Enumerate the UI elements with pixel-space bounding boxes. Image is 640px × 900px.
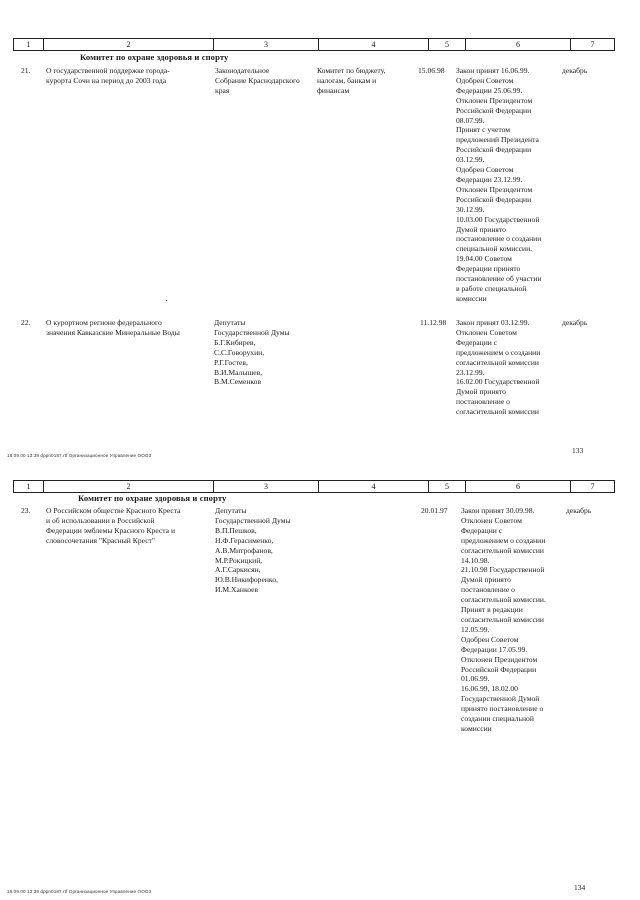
responsible-committee — [317, 66, 386, 96]
text-line: Государственной Думы — [214, 327, 290, 337]
text-line: предложений Президента — [456, 135, 539, 145]
text-line: комиссии — [456, 293, 487, 303]
text-line: Федерации 25.06.99. — [456, 85, 523, 95]
row-number: 22. — [21, 318, 31, 327]
committee-heading: Комитет по охране здоровья и спорту — [80, 52, 229, 62]
row-number: 21. — [21, 66, 31, 75]
text-line: Законодательное — [215, 66, 270, 75]
text-line: 19.04.00 Советом — [456, 254, 512, 264]
text-line: И.М.Ханкоев — [215, 585, 259, 595]
submission-date: 20.01.97 — [421, 506, 448, 515]
text-line: специальной комиссии. — [456, 244, 533, 254]
column-number: 1 — [14, 481, 44, 492]
text-line: 10.03.00 Государственной — [456, 214, 540, 224]
text-line: Принят в редакции — [461, 605, 523, 615]
column-number: 4 — [319, 481, 429, 492]
text-line: 23.12.99. — [456, 367, 485, 377]
text-line: постановление о — [456, 397, 510, 407]
text-line: В.М.Семенков — [214, 377, 262, 387]
column-number: 1 — [14, 39, 44, 50]
text-line: А.В.Митрофанов, — [215, 545, 273, 555]
text-line: Отклонен Советом — [456, 327, 517, 337]
page-number: 134 — [574, 883, 586, 892]
row-number: 23. — [21, 506, 31, 515]
text-line: значения Кавказские Минеральные Воды — [46, 327, 180, 337]
text-line: Российской Федерации — [461, 664, 537, 674]
text-line: согласительной комиссии — [461, 545, 544, 555]
text-line: Одобрен Советом — [456, 165, 514, 175]
text-line: 21.10.98 Государственной — [461, 565, 545, 575]
text-line: Депутаты — [215, 506, 247, 515]
column-number-row — [13, 38, 615, 51]
text-line: 30.12.99. — [456, 204, 485, 214]
text-line: А.Г.Саркисян, — [215, 565, 261, 575]
text-line: 08.07.99. — [456, 115, 485, 125]
planned-month: декабрь — [566, 506, 592, 515]
text-line: принято постановление о — [461, 704, 544, 714]
text-line: В.И.Малышев, — [214, 367, 263, 377]
text-line: согласительной комиссии — [456, 407, 539, 417]
text-line: постановление о создании — [456, 234, 542, 244]
text-line: Отклонен Президентом — [456, 184, 533, 194]
text-line: Отклонен Президентом — [456, 95, 533, 105]
text-line: Федерации эмблемы Красного Креста и — [46, 525, 176, 535]
bill-status — [461, 506, 546, 734]
text-line: Федерации 23.12.99. — [456, 174, 523, 184]
text-line: 16.06.99, 18.02.00 — [461, 684, 518, 694]
page-number: 133 — [572, 446, 584, 455]
text-line: Комитет по бюджету, — [317, 66, 386, 75]
text-line: В.П.Пешков, — [215, 525, 257, 535]
text-line: предложением о создании — [461, 535, 546, 545]
text-line: 03.12.99. — [456, 155, 485, 165]
text-line: 14.10.98. — [461, 555, 490, 565]
text-line: создании специальной — [461, 714, 534, 724]
text-line: Депутаты — [214, 318, 246, 327]
text-line: 16.02.00 Государственной — [456, 377, 540, 387]
text-line: Федерации с — [456, 337, 498, 347]
column-number-row — [13, 480, 615, 493]
bill-title — [46, 66, 170, 86]
text-line: 01.06.99. — [461, 674, 490, 684]
text-line: Федерации с — [461, 525, 503, 535]
text-line: постановление об участии — [456, 274, 542, 284]
text-line: в работе специальной — [456, 283, 527, 293]
column-number: 3 — [214, 39, 319, 50]
text-line: 12.05.99. — [461, 624, 490, 634]
text-line: О курортном регионе федерального — [46, 318, 162, 327]
committee-heading: Комитет по охране здоровья и спорту — [78, 493, 227, 503]
document-page-2 — [0, 450, 640, 900]
text-line: Р.Г.Гостев, — [214, 357, 248, 367]
text-line: Государственной Думы — [215, 515, 291, 525]
column-number: 3 — [214, 481, 319, 492]
text-line: налогам, банкам и — [317, 75, 377, 85]
page-footer: 18.09.00 13:39 dppn0187.rtf Организационное Управление ООО3 — [7, 889, 152, 894]
text-line: предложением о создании — [456, 347, 541, 357]
text-line: Отклонен Советом — [461, 515, 522, 525]
text-line: С.С.Говорухин, — [214, 347, 265, 357]
column-number: 4 — [319, 39, 429, 50]
bill-status — [456, 66, 541, 304]
page-footer: 18.09.00 13:39 dppn0187.rtf Организационное Управление ООО3 — [7, 453, 152, 458]
text-line: Думой принято — [456, 224, 506, 234]
column-number: 2 — [44, 39, 214, 50]
text-line: Закон принят 30.09.98. — [461, 506, 535, 515]
text-line: Федерации принято — [456, 264, 521, 274]
column-number: 6 — [466, 39, 571, 50]
text-line: Отклонен Президентом — [461, 654, 538, 664]
text-line: согласительной комиссии — [461, 614, 544, 624]
text-line: Федерации 17.05.99. — [461, 644, 528, 654]
scan-speck — [166, 300, 167, 301]
column-number: 2 — [44, 481, 214, 492]
initiator — [214, 318, 290, 387]
column-number: 7 — [590, 482, 595, 491]
text-line: Закон принят 03.12.99. — [456, 318, 530, 327]
text-line: Государственной Думой — [461, 694, 540, 704]
text-line: Думой принято — [461, 575, 511, 585]
planned-month: декабрь — [562, 66, 588, 75]
text-line: согласительной комиссии — [456, 357, 539, 367]
initiator — [215, 506, 291, 595]
column-number: 7 — [590, 40, 595, 49]
text-line: Принят с учетом — [456, 125, 511, 135]
text-line: Одобрен Советом — [456, 75, 514, 85]
text-line: и об использовании в Российской — [46, 515, 155, 525]
text-line: Российской Федерации — [456, 194, 532, 204]
column-number: 6 — [466, 481, 571, 492]
text-line: Н.Ф.Герасименко, — [215, 535, 274, 545]
initiator — [215, 66, 300, 96]
submission-date: 11.12.98 — [420, 318, 447, 327]
text-line: постановление о — [461, 585, 515, 595]
text-line: Российской Федерации — [456, 105, 532, 115]
text-line: О государственной поддержке города- — [46, 66, 170, 75]
text-line: М.Р.Рокицкий, — [215, 555, 263, 565]
text-line: Собрание Краснодарского — [215, 75, 300, 85]
text-line: края — [215, 85, 230, 95]
column-number: 5 — [429, 39, 466, 50]
text-line: курорта Сочи на период до 2003 года — [46, 75, 167, 85]
text-line: Думой принято — [456, 387, 506, 397]
text-line: О Российском обществе Красного Креста — [46, 506, 181, 515]
text-line: Российской Федерации — [456, 145, 532, 155]
text-line: комиссии — [461, 723, 492, 733]
planned-month: декабрь — [562, 318, 588, 327]
text-line: Закон принят 16.06.99. — [456, 66, 530, 75]
submission-date: 15.06.98 — [418, 66, 445, 75]
bill-title — [46, 506, 181, 546]
text-line: Одобрен Советом — [461, 634, 519, 644]
text-line: согласительной комиссии. — [461, 595, 546, 605]
bill-status — [456, 318, 540, 417]
text-line: финансам — [317, 85, 350, 95]
bill-title — [46, 318, 180, 338]
text-line: словосочетания "Красный Крест" — [46, 535, 155, 545]
column-number: 5 — [429, 481, 466, 492]
text-line: Ю.В.Никифоренко, — [215, 575, 278, 585]
text-line: Б.Г.Кибирев, — [214, 337, 256, 347]
